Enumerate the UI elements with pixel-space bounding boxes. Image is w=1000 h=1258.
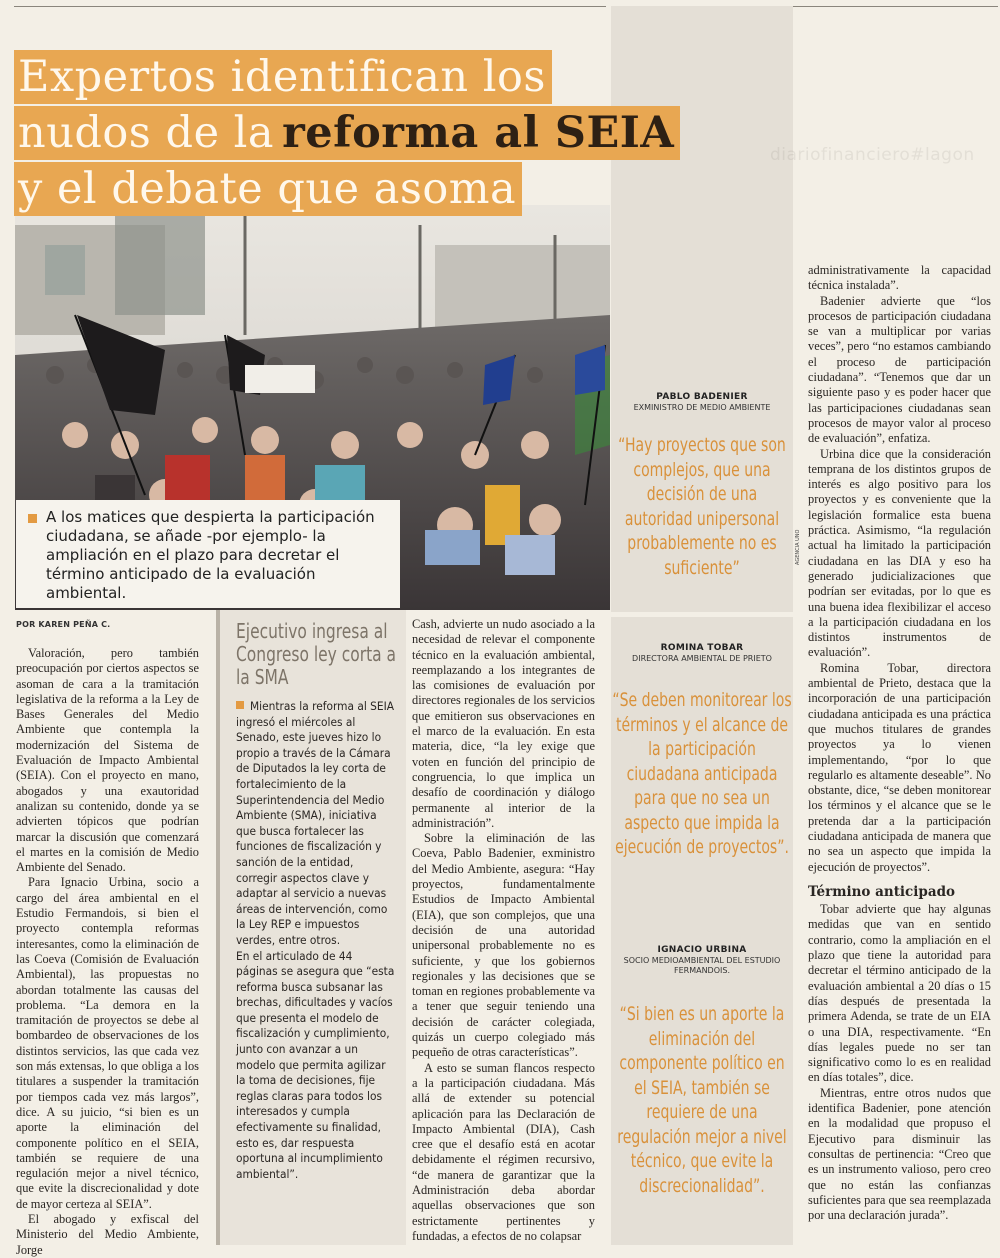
sidebar-bullet-icon [236,701,244,709]
paragraph: Para Ignacio Urbina, socio a cargo del área ambiental en el Estudio Fermandois, si bien el proyecto contempla reformas interesantes, como la eliminación de las Coeva (Comisión de Evaluación Ambiental), las propuestas no abordan totalmente las causas del problema. “La demora en la tramitación de proyectos se debe al bombardeo de observaciones de los distintos servicios, las que cada vez son más extensas, lo que obliga a los titulares a suspender la tramitación por tiempos cada vez más largos”, dice. A su juicio, “si bien es un aporte la eliminación del componente político en el SEIA, también se requiere de una regulación mejor a nivel técnico, que evite la discrecionalidad y dote de mayor certeza al SEIA”. [16,875,199,1211]
paragraph: Cash, advierte un nudo asociado a la necesidad de relevar el componente técnico en la evaluación ambiental, reemplazando a los integrantes de las comisiones de evaluación por directores regionales de los servicios que emitieron sus observaciones en el marco de la evaluación. En esta materia, dice, “la ley exige que voten en función del principio de congruencia, lo que implica un desafío de coordinación y diálogo permanente al interior de la administración”. [412,617,595,830]
paragraph: El abogado y exfiscal del Ministerio del Medio Ambiente, Jorge [16,1211,199,1257]
article-column-3 [412,617,595,1244]
headline-line-3: y el debate que asoma [14,162,522,216]
quote-urbina [611,945,793,1198]
paragraph: Mientras, entre otros nudos que identifica Badenier, pone atención en la modalidad que propuso el Ejecutivo para disminuir las consultas de pertinencia: “Creo que es un instrumento valioso, pero creo que no están las confianzas suficientes para que sea reemplazada por una declaración jurada”. [808,1085,992,1223]
paragraph: Sobre la eliminación de las Coeva, Pablo Badenier, exministro del Medio Ambiente, asegura: “Hay proyectos, fundamentalmente Estudios de Impacto Ambiental (EIA), que son complejos, que una decisión de una autoridad unipersonal probablemente no es suficiente, y que los gobiernos regionales y las decisiones que se toman en regiones probablemente va a tener que seguir teniendo una decisión de carácter colegiada, quizás un cuerpo colegiado más pequeño de otras características”. [412,831,595,1060]
quote-badenier [611,392,793,580]
subheading: Término anticipado [808,883,956,900]
quote-name: PABLO BADENIER [656,392,748,402]
paragraph: Tobar advierte que hay algunas medidas que van en sentido contrario, como la ampliación en el plazo que tiene la autoridad para decretar el término anticipado de la evaluación ambiental a 20 días o 15 días después de presentada la primera Adenda, se trate de un EIA o una DIA, respectivamente. “En días legales puede no ser tan significativo como lo es en realidad en días totales”, dice. [808,902,991,1085]
paragraph: Badenier advierte que “los procesos de participación ciudadana se van a multiplicar por varias veces”, pero “no estamos cambiando el proceso de participación ciudadana”. “Tenemos que dar un siguiente paso y es poder hacer que las participaciones ciudadanas sean procesos de mayor valor al proceso de evaluación”, enfatiza. [808,293,991,446]
quote-role: EXMINISTRO DE MEDIO AMBIENTE [633,403,771,412]
article-column-5 [808,263,991,1223]
caption-bullet-icon [28,514,37,523]
quote-text: “Si bien es un aporte la eliminación del componente político en el SEIA, también se requiere de una regulación mejor a nivel técnico, que evite la discrecionalidad”. [617,1003,787,1197]
sidebar-title: Ejecutivo ingresa al Congreso ley corta a la SMA [236,619,397,689]
quote-text: “Se deben monitorear los términos y el alcance de la participación ciudadana anticipada para que no sea un aspecto que impida la ejecución de proyectos”. [612,689,792,858]
top-rule-right [793,6,998,7]
quote-role: DIRECTORA AMBIENTAL DE PRIETO [632,654,772,663]
paragraph: Romina Tobar, directora ambiental de Prieto, destaca que la incorporación de una participación ciudadana anticipada es una práctica que muchos titulares de grandes proyectos ya lo vienen implementando, “por lo que regularlo es altamente deseable”. No obstante, dice, “se deben monitorear los términos y el alcance que se le pretenda dar a la participación ciudadana anticipada de manera que no sea un aspecto que impida la ejecución de proyectos”. [808,660,991,874]
headline-line-2b: reforma al SEIA [280,106,680,160]
photo-caption [16,500,400,608]
sidebar-paragraph: Mientras la reforma al SEIA ingresó el miércoles al Senado, este jueves hizo lo propio a través de la Cámara de Diputados la ley corta de fortalecimiento de la Superintendencia del Medio Ambiente (SMA), iniciativa que busca fortalecer las funciones de fiscalización y sanción de la entidad, corregir aspectos clave y adaptar al servicio a nuevas áreas de intervención, como la Ley REP e impuestos verdes, entre otros. [236,699,394,947]
headline-line-2a: nudos de la [14,106,280,160]
paragraph: A esto se suman flancos respecto a la participación ciudadana. Más allá de extender su potencial aplicación para las Declaración de Impacto Ambiental (DIA), Cash cree que el desafío está en acotar debidamente el régimen recursivo, “de manera de garantizar que la Administración deba abordar aquellas observaciones que son estrictamente pertinentes y fundadas, a efectos de no colapsar [412,1060,595,1243]
paragraph: administrativamente la capacidad técnica instalada”. [808,263,991,293]
sidebar-paragraph: En el articulado de 44 páginas se asegura que “esta reforma busca subsanar las brechas, dificultades y vacíos que presenta el modelo de fiscalización y cumplimiento, junto con avanzar a un modelo que permita agilizar la toma de decisiones, fije reglas claras para todos los interesados y cumpla efectivamente su finalidad, esto es, dar respuesta oportuna al incumplimiento ambiental”. [236,948,395,1181]
headline-line-1: Expertos identifican los [14,50,552,104]
paragraph: Valoración, pero también preocupación por ciertos aspectos se asoman de cara a la tramitación legislativa de la reforma a la Ley de Bases Generales del Medio Ambiente que contempla la modernización del Sistema de Evaluación de Impacto Ambiental (SEIA). Con el proyecto en mano, abogados y una exautoridad analizan su contenido, donde ya se advierten tópicos que podrían marcar la discusión que comenzará el martes en la comisión de Medio Ambiente del Senado. [16,646,199,875]
quote-name: IGNACIO URBINA [657,945,747,955]
quote-name: ROMINA TOBAR [660,643,744,653]
sidebar-box [216,610,406,1245]
byline: POR KAREN PEÑA C. [16,620,111,629]
paragraph: Urbina dice que la consideración temprana de los distintos grupos de interés es algo positivo para los proyectos y es conveniente que la legislación formalice esta buena práctica. Asimismo, “la regulación actual ha limitado la participación ciudadana en las DIA y eso ha generado judicializaciones que podrían ser evitadas, por lo que es una buena idea flexibilizar el acceso a la participación ciudadana en los distintos instrumentos de evaluación”. [808,446,991,660]
quote-separator [611,612,793,617]
quote-role: SOCIO MEDIOAMBIENTAL DEL ESTUDIO FERMANDOIS. [623,956,781,975]
top-rule [14,6,606,7]
quote-tobar [611,643,793,860]
article-column-1 [16,646,199,1258]
quote-text: “Hay proyectos que son complejos, que una decisión de una autoridad unipersonal probablemente no es suficiente” [618,434,786,579]
caption-text: A los matices que despierta la participación ciudadana, se añade -por ejemplo- la ampliación en el plazo para decretar el término anticipado de la evaluación ambiental. [46,508,375,602]
photo-credit: AGENCIA UNO [795,529,801,565]
watermark: diariofinanciero#lagon [770,145,975,165]
headline [14,50,714,218]
